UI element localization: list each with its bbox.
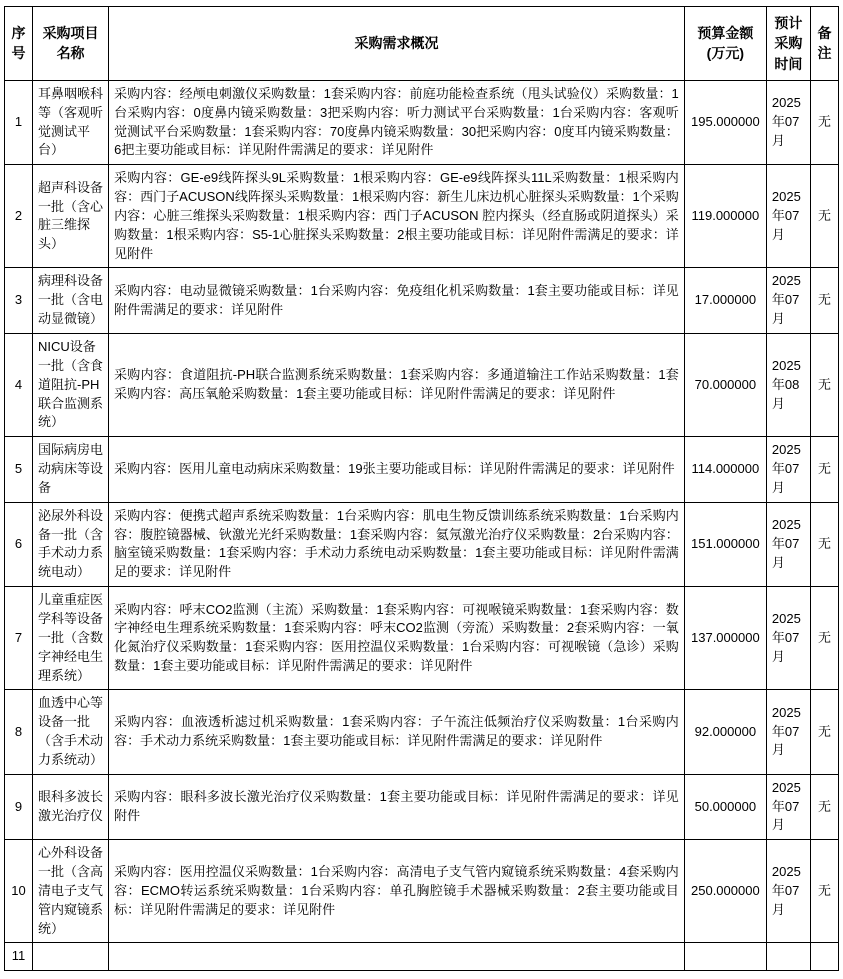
cell-project-name: NICU设备一批（含食道阻抗-PH联合监测系统）: [33, 334, 109, 437]
table-row: [5, 840, 839, 943]
column-header-description: 采购需求概况: [109, 7, 685, 81]
cell-time: 2025年07月: [766, 690, 810, 774]
cell-description: 采购内容：经颅电刺激仪采购数量：1套采购内容：前庭功能检查系统（甩头试验仪）采购数量：1台采购内容：0度鼻内镜采购数量：3把采购内容：听力测试平台采购数量：1台采购内容：客观听觉测试平台采购数量：1套采购内容：70度鼻内镜采购数量：30把采购内容：0度耳内镜采购数量：6把主要功能或目标：详见附件需满足的要求：详见附件: [109, 80, 685, 164]
table-row: [5, 774, 839, 840]
cell-description: [109, 943, 685, 971]
cell-index: 9: [5, 774, 33, 840]
cell-index: 7: [5, 587, 33, 690]
cell-description: 采购内容：呼末CO2监测（主流）采购数量：1套采购内容：可视喉镜采购数量：1套采购内容：数字神经电生理系统采购数量：1套采购内容：呼末CO2监测（旁流）采购数量：2套采购内容：一氧化氮治疗仪采购数量：1套采购内容：医用控温仪采购数量：1台采购内容：可视喉镜（急诊）采购数量：1套主要功能或目标：详见附件需满足的要求：详见附件: [109, 587, 685, 690]
cell-project-name: 儿童重症医学科等设备一批（含数字神经电生理系统）: [33, 587, 109, 690]
cell-time: [766, 943, 810, 971]
cell-note: 无: [810, 502, 838, 586]
procurement-requirements-table: [4, 6, 839, 971]
cell-note: 无: [810, 268, 838, 334]
cell-amount: 119.000000: [684, 165, 766, 268]
cell-index: 2: [5, 165, 33, 268]
cell-time: 2025年07月: [766, 165, 810, 268]
cell-description: 采购内容：便携式超声系统采购数量：1台采购内容：肌电生物反馈训练系统采购数量：1台采购内容：腹腔镜器械、钬激光光纤采购数量：1套采购内容：氦氖激光治疗仪采购数量：2台采购内容：脑室镜采购数量：1套采购内容：手术动力系统电动采购数量：1套主要功能或目标：详见附件需满足的要求：详见附件: [109, 502, 685, 586]
table-row: [5, 437, 839, 503]
table-row: [5, 165, 839, 268]
cell-index: 11: [5, 943, 33, 971]
cell-amount: 92.000000: [684, 690, 766, 774]
cell-index: 10: [5, 840, 33, 943]
cell-time: 2025年07月: [766, 587, 810, 690]
cell-project-name: 泌尿外科设备一批（含手术动力系统电动）: [33, 502, 109, 586]
cell-time: 2025年07月: [766, 840, 810, 943]
table-row: [5, 943, 839, 971]
cell-time: 2025年07月: [766, 774, 810, 840]
cell-note: 无: [810, 334, 838, 437]
cell-description: 采购内容：电动显微镜采购数量：1台采购内容：免疫组化机采购数量：1套主要功能或目标：详见附件需满足的要求：详见附件: [109, 268, 685, 334]
cell-time: 2025年07月: [766, 80, 810, 164]
cell-description: 采购内容：GE-e9线阵探头9L采购数量：1根采购内容：GE-e9线阵探头11L采购数量：1根采购内容：西门子ACUSON线阵探头采购数量：1根采购内容：新生儿床边机心脏探头采购数量：1个采购内容：心脏三维探头采购数量：1根采购内容：西门子ACUSON 腔内探头（经直肠或阴道探头）采购数量：1根采购内容：S5-1心脏探头采购数量：2根主要功能或目标：详见附件需满足的要求：详见附件: [109, 165, 685, 268]
cell-index: 4: [5, 334, 33, 437]
cell-project-name: 病理科设备一批（含电动显微镜）: [33, 268, 109, 334]
column-header-time: 预计采购时间: [766, 7, 810, 81]
column-header-name: 采购项目名称: [33, 7, 109, 81]
cell-project-name: 超声科设备一批（含心脏三维探头）: [33, 165, 109, 268]
column-header-index: 序号: [5, 7, 33, 81]
cell-amount: 114.000000: [684, 437, 766, 503]
table-row: [5, 502, 839, 586]
table-row: [5, 334, 839, 437]
cell-description: 采购内容：医用控温仪采购数量：1台采购内容：高清电子支气管内窥镜系统采购数量：4套采购内容：ECMO转运系统采购数量：1台采购内容：单孔胸腔镜手术器械采购数量：2套主要功能或目标：详见附件需满足的要求：详见附件: [109, 840, 685, 943]
table-row: [5, 690, 839, 774]
cell-index: 1: [5, 80, 33, 164]
cell-note: 无: [810, 774, 838, 840]
cell-time: 2025年07月: [766, 268, 810, 334]
cell-description: 采购内容：血液透析滤过机采购数量：1套采购内容：子午流注低频治疗仪采购数量：1台采购内容：手术动力系统采购数量：1套主要功能或目标：详见附件需满足的要求：详见附件: [109, 690, 685, 774]
cell-note: [810, 943, 838, 971]
cell-amount: 137.000000: [684, 587, 766, 690]
cell-project-name: 心外科设备一批（含高清电子支气管内窥镜系统）: [33, 840, 109, 943]
cell-note: 无: [810, 690, 838, 774]
cell-amount: 195.000000: [684, 80, 766, 164]
cell-project-name: 血透中心等设备一批（含手术动力系统动）: [33, 690, 109, 774]
cell-project-name: 国际病房电动病床等设备: [33, 437, 109, 503]
column-header-note: 备注: [810, 7, 838, 81]
cell-time: 2025年08月: [766, 334, 810, 437]
table-header-row: [5, 7, 839, 81]
cell-amount: 17.000000: [684, 268, 766, 334]
table-body: [5, 80, 839, 970]
cell-note: 无: [810, 840, 838, 943]
column-header-amount: 预算金额(万元): [684, 7, 766, 81]
cell-index: 8: [5, 690, 33, 774]
cell-note: 无: [810, 437, 838, 503]
cell-index: 3: [5, 268, 33, 334]
cell-time: 2025年07月: [766, 502, 810, 586]
table-row: [5, 587, 839, 690]
cell-amount: 50.000000: [684, 774, 766, 840]
cell-description: 采购内容：食道阻抗-PH联合监测系统采购数量：1套采购内容：多通道输注工作站采购数量：1套采购内容：高压氧舱采购数量：1套主要功能或目标：详见附件需满足的要求：详见附件: [109, 334, 685, 437]
cell-time: 2025年07月: [766, 437, 810, 503]
cell-project-name: [33, 943, 109, 971]
table-header: [5, 7, 839, 81]
cell-amount: [684, 943, 766, 971]
cell-amount: 250.000000: [684, 840, 766, 943]
cell-note: 无: [810, 165, 838, 268]
cell-index: 5: [5, 437, 33, 503]
cell-note: 无: [810, 80, 838, 164]
cell-amount: 70.000000: [684, 334, 766, 437]
cell-index: 6: [5, 502, 33, 586]
table-row: [5, 80, 839, 164]
cell-note: 无: [810, 587, 838, 690]
cell-description: 采购内容：医用儿童电动病床采购数量：19张主要功能或目标：详见附件需满足的要求：详见附件: [109, 437, 685, 503]
cell-project-name: 耳鼻咽喉科等（客观听觉测试平台）: [33, 80, 109, 164]
table-row: [5, 268, 839, 334]
cell-description: 采购内容：眼科多波长激光治疗仪采购数量：1套主要功能或目标：详见附件需满足的要求：详见附件: [109, 774, 685, 840]
cell-amount: 151.000000: [684, 502, 766, 586]
cell-project-name: 眼科多波长激光治疗仪: [33, 774, 109, 840]
